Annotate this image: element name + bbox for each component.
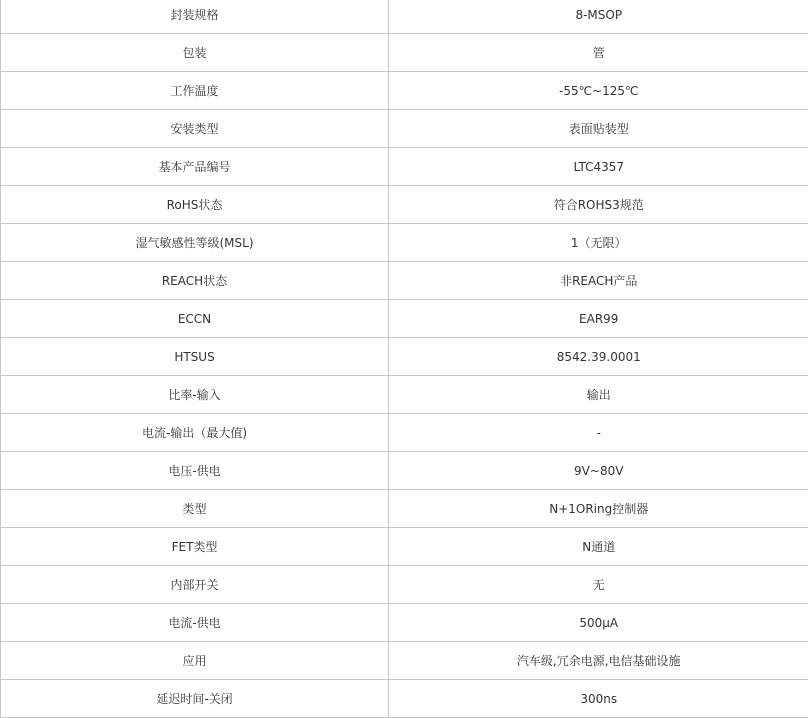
spec-label-cell: 电压-供电 [1, 452, 389, 490]
spec-value-cell: 输出 [389, 376, 808, 414]
table-row [1, 148, 808, 186]
spec-value-cell: N+1ORing控制器 [389, 490, 808, 528]
spec-value-cell: - [389, 414, 808, 452]
spec-value-cell: 8-MSOP [389, 0, 808, 34]
spec-label-cell: 工作温度 [1, 72, 389, 110]
spec-label-cell: ECCN [1, 300, 389, 338]
spec-label-cell: 安装类型 [1, 110, 389, 148]
table-row [1, 414, 808, 452]
spec-value-cell: 符合ROHS3规范 [389, 186, 808, 224]
table-row [1, 680, 808, 718]
spec-table-body [1, 0, 808, 718]
spec-value-cell: 汽车级,冗余电源,电信基础设施 [389, 642, 808, 680]
table-row [1, 604, 808, 642]
spec-value-cell: 无 [389, 566, 808, 604]
table-row [1, 186, 808, 224]
table-row [1, 34, 808, 72]
table-row [1, 452, 808, 490]
table-row [1, 110, 808, 148]
spec-label-cell: 包装 [1, 34, 389, 72]
table-row [1, 642, 808, 680]
table-row [1, 224, 808, 262]
spec-label-cell: HTSUS [1, 338, 389, 376]
table-row [1, 528, 808, 566]
spec-value-cell: 非REACH产品 [389, 262, 808, 300]
spec-label-cell: 电流-输出（最大值) [1, 414, 389, 452]
spec-label-cell: 电流-供电 [1, 604, 389, 642]
spec-label-cell: 类型 [1, 490, 389, 528]
spec-value-cell: 500µA [389, 604, 808, 642]
spec-value-cell: 9V~80V [389, 452, 808, 490]
spec-value-cell: LTC4357 [389, 148, 808, 186]
spec-value-cell: -55℃~125℃ [389, 72, 808, 110]
spec-value-cell: 1（无限） [389, 224, 808, 262]
table-row [1, 490, 808, 528]
spec-value-cell: EAR99 [389, 300, 808, 338]
spec-label-cell: 应用 [1, 642, 389, 680]
spec-value-cell: 表面贴装型 [389, 110, 808, 148]
table-row [1, 262, 808, 300]
table-row [1, 0, 808, 34]
spec-label-cell: FET类型 [1, 528, 389, 566]
spec-label-cell: 延迟时间-关闭 [1, 680, 389, 718]
spec-label-cell: 内部开关 [1, 566, 389, 604]
spec-label-cell: 封装规格 [1, 0, 389, 34]
table-row [1, 300, 808, 338]
spec-value-cell: N通道 [389, 528, 808, 566]
table-row [1, 338, 808, 376]
table-row [1, 72, 808, 110]
spec-label-cell: REACH状态 [1, 262, 389, 300]
spec-label-cell: 基本产品编号 [1, 148, 389, 186]
table-row [1, 566, 808, 604]
spec-value-cell: 300ns [389, 680, 808, 718]
spec-value-cell: 8542.39.0001 [389, 338, 808, 376]
spec-label-cell: 比率-输入 [1, 376, 389, 414]
table-row [1, 376, 808, 414]
spec-label-cell: 湿气敏感性等级(MSL) [1, 224, 389, 262]
spec-value-cell: 管 [389, 34, 808, 72]
spec-label-cell: RoHS状态 [1, 186, 389, 224]
